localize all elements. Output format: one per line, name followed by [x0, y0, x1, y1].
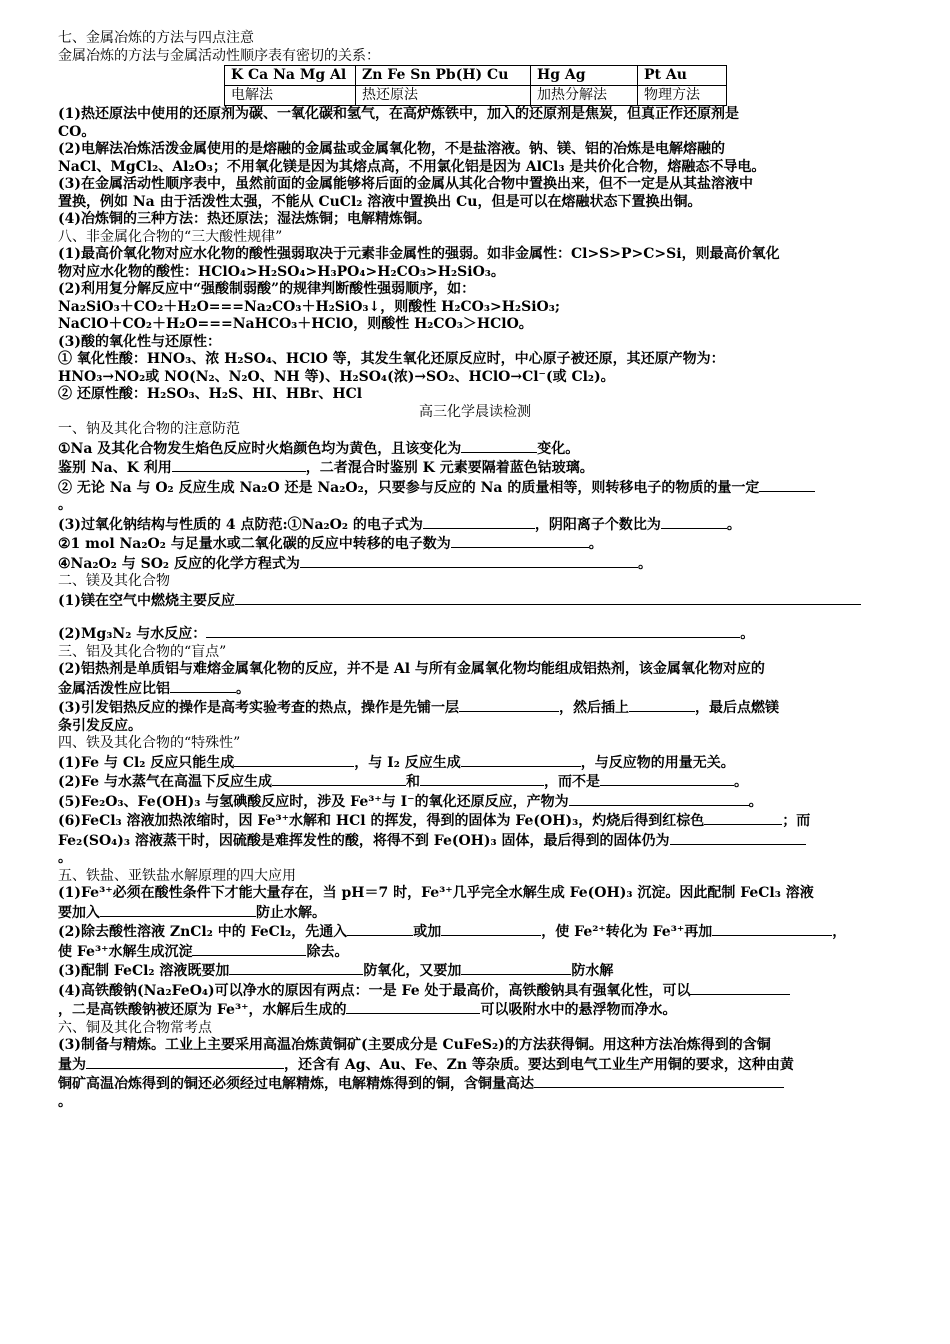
quiz-line: (1)镁在空气中燃烧主要反应: [58, 591, 892, 611]
section-7-intro: 金属冶炼的方法与金属活动性顺序表有密切的关系：: [58, 47, 380, 64]
quiz-line: ②1 mol Na₂O₂ 与足量水或二氧化碳的反应中转移的电子数为 。: [58, 536, 603, 552]
paragraph-line: (1)热还原法中使用的还原剂为碳、一氧化碳和氢气，在高炉炼铁中，加入的还原剂是焦炭，但真正作还原剂是: [58, 106, 739, 122]
answer-blank[interactable]: [441, 922, 541, 936]
quiz-line: 。: [58, 497, 72, 513]
quiz-section-3-title: 三、铝及其化合物的“盲点”: [58, 643, 227, 660]
table-cell: 电解法: [225, 86, 356, 106]
table-cell: 加热分解法: [531, 86, 638, 106]
quiz-line: 要加入 防止水解。: [58, 904, 326, 921]
paragraph-line: (3)酸的氧化性与还原性：: [58, 333, 221, 350]
quiz-line: (2)Mg₃N₂ 与水反应： 。: [58, 626, 755, 642]
answer-blank[interactable]: [206, 624, 740, 638]
answer-blank[interactable]: [272, 772, 406, 786]
quiz-line: (3)引发铝热反应的操作是高考实验考查的热点，操作是先铺一层 ，然后插上 ，最后点燃镁: [58, 700, 779, 716]
paragraph-line: CO。: [58, 123, 96, 140]
quiz-line: 量为 ，还含有 Ag、Au、Fe、Zn 等杂质。要达到电气工业生产用铜的要求，这种由黄: [58, 1056, 794, 1073]
answer-blank[interactable]: [461, 753, 581, 767]
answer-blank[interactable]: [569, 792, 749, 806]
answer-blank[interactable]: [712, 922, 832, 936]
quiz-section-4-title: 四、铁及其化合物的“特殊性”: [58, 735, 241, 751]
quiz-line: (6)FeCl₃ 溶液加热浓缩时，因 Fe³⁺水解和 HCl 的挥发，得到的固体为 Fe(OH)₃，灼烧后得到红棕色 ；而: [58, 813, 811, 829]
document-page: [58, 30, 892, 1111]
quiz-line: (4)高铁酸钠(Na₂FeO₄)可以净水的原因有两点：一是 Fe 处于最高价，高铁酸钠具有强氧化性，可以: [58, 981, 892, 1001]
quiz-line: (2)Fe 与水蒸气在高温下反应生成 和 ，而不是 。: [58, 774, 748, 790]
answer-blank[interactable]: [234, 753, 354, 767]
paragraph-line: 置换，例如 Na 由于活泼性太强，不能从 CuCl₂ 溶液中置换出 Cu，但是可以在熔融状态下置换出铜。: [58, 193, 702, 210]
paragraph-line: NaCl、MgCl₂、Al₂O₃；不用氧化镁是因为其熔点高，不用氯化铝是因为 AlCl₃ 是共价化合物，熔融态不导电。: [58, 158, 766, 175]
answer-blank[interactable]: [759, 478, 815, 492]
quiz-line: (3)过氧化钠结构与性质的 4 点防范:①Na₂O₂ 的电子式为 ，阴阳离子个数比为 。: [58, 516, 741, 533]
paragraph-line: (4)冶炼铜的三种方法：热还原法；湿法炼铜；电解精炼铜。: [58, 211, 431, 227]
answer-blank[interactable]: [235, 591, 861, 605]
quiz-line: (1)Fe 与 Cl₂ 反应只能生成 ，与 I₂ 反应生成 ，与反应物的用量无关。: [58, 754, 735, 771]
answer-blank[interactable]: [300, 554, 638, 568]
quiz-line: Fe₂(SO₄)₃ 溶液蒸干时，因硫酸是难挥发性的酸，将得不到 Fe(OH)₃ 固体，最后得到的固体仍为: [58, 831, 892, 851]
paragraph-line: HNO₃→NO₂或 NO(N₂、N₂O、NH 等)、H₂SO₄(浓)→SO₂、HClO→Cl⁻(或 Cl₂)。: [58, 368, 615, 385]
paragraph-line: (1)最高价氧化物对应水化物的酸性强弱取决于元素非金属性的强弱。如非金属性：Cl>S>P>C>Si，则最高价氧化: [58, 246, 780, 262]
table-row: [225, 66, 727, 86]
answer-blank[interactable]: [423, 515, 535, 529]
answer-blank[interactable]: [86, 1055, 284, 1069]
quiz-line: 金属活泼性应比铝 。: [58, 680, 250, 697]
answer-blank[interactable]: [347, 922, 413, 936]
paragraph-line: (2)电解法冶炼活泼金属使用的是熔融的金属盐或金属氧化物，不是盐溶液。钠、镁、铝的冶炼是电解熔融的: [58, 141, 725, 157]
paragraph-line: ① 氧化性酸：HNO₃、浓 H₂SO₄、HClO 等，其发生氧化还原反应时，中心原子被还原，其还原产物为：: [58, 351, 725, 367]
quiz-line: 鉴别 Na、K 利用 ，二者混合时鉴别 K 元素要隔着蓝色钴玻璃。: [58, 460, 594, 476]
quiz-line: ② 无论 Na 与 O₂ 反应生成 Na₂O 还是 Na₂O₂，只要参与反应的 Na 的质量相等，则转移电子的物质的量一定: [58, 478, 892, 498]
quiz-line: 使 Fe³⁺水解生成沉淀 除去。: [58, 943, 349, 960]
metal-activity-table: [224, 65, 727, 106]
quiz-line: 。: [58, 850, 72, 866]
table-cell: 物理方法: [638, 86, 727, 106]
quiz-section-2-title: 二、镁及其化合物: [58, 573, 170, 589]
answer-blank[interactable]: [461, 961, 571, 975]
table-header-cell: Zn Fe Sn Pb(H) Cu: [356, 66, 531, 86]
table-header-cell: Pt Au: [638, 66, 727, 86]
answer-blank[interactable]: [459, 698, 559, 712]
table-header-cell: K Ca Na Mg Al: [225, 66, 356, 86]
answer-blank[interactable]: [420, 772, 544, 786]
answer-blank[interactable]: [600, 772, 734, 786]
quiz-line: (5)Fe₂O₃、Fe(OH)₃ 与氢碘酸反应时，涉及 Fe³⁺与 I⁻的氧化还原反应，产物为 。: [58, 793, 763, 810]
quiz-line: 铜矿高温冶炼得到的铜还必须经过电解精炼，电解精炼得到的铜，含铜量高达: [58, 1074, 892, 1094]
answer-blank[interactable]: [172, 458, 306, 472]
quiz-line: ④Na₂O₂ 与 SO₂ 反应的化学方程式为 。: [58, 555, 652, 572]
quiz-line: 。: [58, 1093, 72, 1110]
quiz-line: ①Na 及其化合物发生焰色反应时火焰颜色均为黄色，且该变化为 变化。: [58, 440, 580, 457]
answer-blank[interactable]: [451, 534, 589, 548]
table-row: [225, 86, 727, 106]
answer-blank[interactable]: [629, 698, 695, 712]
answer-blank[interactable]: [229, 961, 363, 975]
quiz-line: (2)除去酸性溶液 ZnCl₂ 中的 FeCl₂，先通入 或加 ，使 Fe²⁺转化为 Fe³⁺再加 ，: [58, 924, 847, 940]
answer-blank[interactable]: [461, 439, 537, 453]
quiz-title: 高三化学晨读检测: [419, 403, 531, 420]
answer-blank[interactable]: [704, 811, 782, 825]
paragraph-line: ② 还原性酸：H₂SO₃、H₂S、HI、HBr、HCl: [58, 386, 363, 402]
quiz-line: ，二是高铁酸钠被还原为 Fe³⁺，水解后生成的 可以吸附水中的悬浮物而净水。: [58, 1002, 677, 1018]
answer-blank[interactable]: [670, 831, 806, 845]
quiz-section-5-title: 五、铁盐、亚铁盐水解原理的四大应用: [58, 867, 296, 884]
paragraph-line: NaClO＋CO₂＋H₂O===NaHCO₃＋HClO，则酸性 H₂CO₃＞HClO。: [58, 316, 533, 332]
table-header-cell: Hg Ag: [531, 66, 638, 86]
answer-blank[interactable]: [534, 1074, 784, 1088]
quiz-section-1-title: 一、钠及其化合物的注意防范: [58, 421, 240, 437]
paragraph-line: Na₂SiO₃＋CO₂＋H₂O===Na₂CO₃＋H₂SiO₃↓，则酸性 H₂CO₃>H₂SiO₃;: [58, 298, 561, 315]
quiz-section-6-title: 六、铜及其化合物常考点: [58, 1019, 212, 1036]
quiz-line: 条引发反应。: [58, 717, 142, 734]
paragraph-line: (3)在金属活动性顺序表中，虽然前面的金属能够将后面的金属从其化合物中置换出来，但不一定是从其盐溶液中: [58, 176, 753, 192]
answer-blank[interactable]: [170, 679, 236, 693]
answer-blank[interactable]: [100, 903, 256, 917]
answer-blank[interactable]: [192, 942, 306, 956]
section-7-title: 七、金属冶炼的方法与四点注意: [58, 30, 254, 46]
table-cell: 热还原法: [356, 86, 531, 106]
quiz-line: (3)制备与精炼。工业上主要采用高温冶炼黄铜矿(主要成分是 CuFeS₂)的方法获得铜。用这种方法冶炼得到的含铜: [58, 1037, 771, 1053]
spacer: [58, 610, 892, 624]
answer-blank[interactable]: [690, 981, 790, 995]
answer-blank[interactable]: [346, 1000, 480, 1014]
paragraph-line: (2)利用复分解反应中“强酸制弱酸”的规律判断酸性强弱顺序，如：: [58, 281, 476, 297]
paragraph-line: 物对应水化物的酸性：HClO₄>H₂SO₄>H₃PO₄>H₂CO₃>H₂SiO₃。: [58, 263, 505, 280]
quiz-line: (1)Fe³⁺必须在酸性条件下才能大量存在，当 pH＝7 时，Fe³⁺几乎完全水解生成 Fe(OH)₃ 沉淀。因此配制 FeCl₃ 溶液: [58, 885, 814, 901]
quiz-line: (3)配制 FeCl₂ 溶液既要加 防氧化，又要加 防水解: [58, 963, 614, 979]
section-8-title: 八、非金属化合物的“三大酸性规律”: [58, 228, 283, 245]
answer-blank[interactable]: [661, 515, 727, 529]
quiz-line: (2)铝热剂是单质铝与难熔金属氧化物的反应，并不是 Al 与所有金属氧化物均能组成铝热剂，该金属氧化物对应的: [58, 661, 765, 677]
